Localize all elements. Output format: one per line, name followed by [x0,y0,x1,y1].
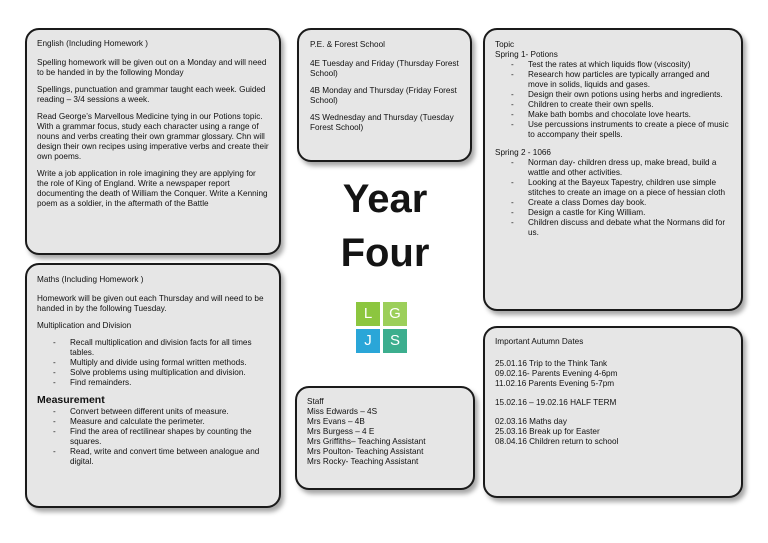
dates-group [495,417,731,447]
list-item: - Research how particles are typically arranged and move in solids, liquids and gases. [528,70,731,90]
staff-member: Mrs Griffiths– Teaching Assistant [307,437,426,446]
date-line: 25.03.16 Break up for Easter [495,427,600,436]
staff-member: Miss Edwards – 4S [307,407,378,416]
title-line: Four [340,231,430,275]
spring1-heading: Spring 1- Potions [495,50,558,59]
maths-homework: Homework will be given out each Thursday and will need to be handed in by the following Tuesday. [37,294,264,313]
spring2-heading: Spring 2 - 1066 [495,148,551,157]
pe-heading: P.E. & Forest School [310,40,385,49]
list-item: - Norman day- children dress up, make bread, build a wattle and other activities. [528,158,731,178]
dates-group [495,359,731,389]
list-item: - Read, write and convert time between analogue and digital. [70,447,269,467]
logo-tile-g: G [383,302,407,326]
mult-list [37,338,269,388]
mult-heading: Multiplication and Division [37,321,132,330]
list-item: - Looking at the Bayeux Tapestry, children use simple stitches to create an image on a piece of hessian cloth [528,178,731,198]
topic-panel [483,28,743,311]
list-item: - Make bath bombs and chocolate love hearts. [528,110,731,120]
staff-member: Mrs Burgess – 4 E [307,427,375,436]
topic-heading: Topic [495,40,515,49]
staff-member: Mrs Evans – 4B [307,417,365,426]
staff-heading: Staff [307,397,324,406]
staff-panel [295,386,475,490]
english-paragraph: Read George’s Marvellous Medicine tying in our Potions topic. With a grammar focus, study each character using a range of nouns and verbs creating their own grammar glossary. Chn will design their own recipes using imperative verbs and create their own poems. [37,112,269,161]
dates-heading: Important Autumn Dates [495,337,584,346]
spring1-list [495,60,731,140]
dates-group [495,398,731,408]
page-title [300,172,470,280]
english-paragraph: Spelling homework will be given out on a Monday and will need to be handed in by the following Monday [37,58,267,77]
list-item: - Create a class Domes day book. [528,198,731,208]
logo-tile-s: S [383,329,407,353]
pe-line: 4S Wednesday and Thursday (Tuesday Forest School) [310,113,454,132]
dates-panel [483,326,743,498]
logo-tile-l: L [356,302,380,326]
english-panel [25,28,281,255]
english-heading: English (Including Homework ) [37,39,149,48]
staff-member: Mrs Poulton- Teaching Assistant [307,447,424,456]
logo-tile-j: J [356,329,380,353]
date-line: 02.03.16 Maths day [495,417,567,426]
list-item: - Solve problems using multiplication and division. [70,368,269,378]
spring2-list [495,158,731,238]
list-item: - Design a castle for King William. [528,208,731,218]
pe-panel [297,28,472,162]
list-item: - Convert between different units of measure. [70,407,269,417]
pe-line: 4B Monday and Thursday (Friday Forest School) [310,86,457,105]
list-item: - Design their own potions using herbs and ingredients. [528,90,731,100]
list-item: - Children to create their own spells. [528,100,731,110]
list-item: - Children discuss and debate what the Normans did for us. [528,218,731,238]
staff-member: Mrs Rocky- Teaching Assistant [307,457,419,466]
date-line: 25.01.16 Trip to the Think Tank [495,359,608,368]
list-item: - Test the rates at which liquids flow (viscosity) [528,60,731,70]
list-item: - Find the area of rectilinear shapes by counting the squares. [70,427,269,447]
pe-line: 4E Tuesday and Friday (Thursday Forest School) [310,59,459,78]
date-line: 15.02.16 – 19.02.16 HALF TERM [495,398,617,407]
date-line: 11.02.16 Parents Evening 5-7pm [495,379,615,388]
maths-heading: Maths (Including Homework ) [37,275,144,284]
list-item: - Measure and calculate the perimeter. [70,417,269,427]
measure-list [37,407,269,467]
english-paragraph: Spellings, punctuation and grammar taught each week. Guided reading – 3/4 sessions a week. [37,85,266,104]
list-item: - Multiply and divide using formal written methods. [70,358,269,368]
list-item: - Find remainders. [70,378,269,388]
list-item: - Recall multiplication and division facts for all times tables. [70,338,269,358]
english-paragraph: Write a job application in role imagining they are applying for the role of King of England. Write a newspaper report documenting the death of William the Conquer. Write a Kenning poem as a soldier, in the aftermath of the Battle [37,169,268,208]
title-line: Year [342,177,428,221]
maths-panel [25,263,281,508]
date-line: 08.04.16 Children return to school [495,437,619,446]
date-line: 09.02.16- Parents Evening 4-6pm [495,369,618,378]
measurement-heading: Measurement [37,394,105,406]
school-logo [356,302,408,354]
list-item: - Use percussions instruments to create a piece of music to accompany their spells. [528,120,731,140]
